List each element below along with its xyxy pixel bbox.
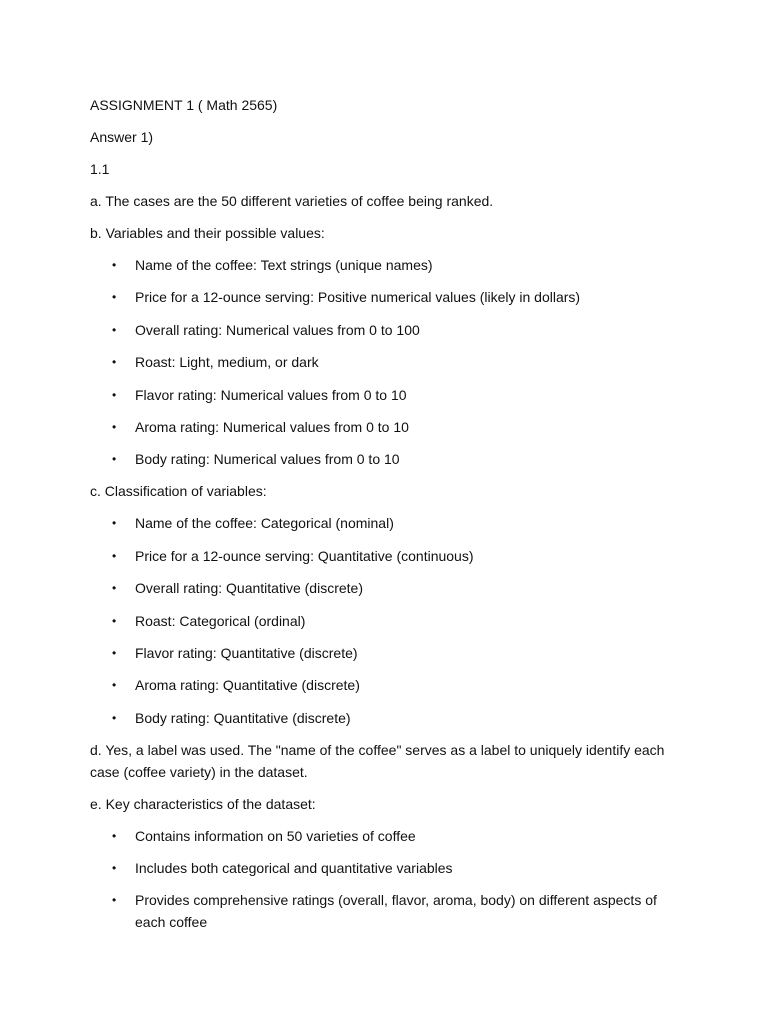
list-item-text: Name of the coffee: Text strings (unique names)	[135, 257, 433, 273]
bullet-icon: •	[112, 387, 117, 402]
list-item	[90, 825, 690, 847]
list-item-text: Flavor rating: Numerical values from 0 to 10	[135, 386, 407, 403]
bullet-icon: •	[112, 516, 117, 531]
list-item	[90, 857, 690, 879]
list-item	[90, 610, 690, 632]
list-item	[90, 416, 690, 438]
bullet-icon: •	[112, 548, 117, 563]
bullet-icon: •	[112, 678, 117, 693]
list-item	[90, 254, 690, 276]
part-a-text: a. The cases are the 50 different varieties of coffee being ranked.	[90, 193, 494, 209]
list-item-text: Contains information on 50 varieties of coffee	[135, 827, 416, 844]
list-item	[90, 577, 690, 599]
list-item-text: Body rating: Quantitative (discrete)	[135, 709, 351, 726]
list-item-text: Flavor rating: Quantitative (discrete)	[135, 644, 358, 661]
list-item	[90, 889, 690, 933]
list-item	[90, 384, 690, 406]
list-item-text: Overall rating: Numerical values from 0 to 100	[135, 321, 420, 338]
bullet-icon: •	[112, 322, 117, 337]
bullet-icon: •	[112, 828, 117, 843]
bullet-icon: •	[112, 581, 117, 596]
bullet-icon: •	[112, 893, 117, 908]
document-title: ASSIGNMENT 1 ( Math 2565)	[90, 97, 278, 113]
bullet-icon: •	[112, 355, 117, 370]
list-item	[90, 707, 690, 729]
bullet-icon: •	[112, 290, 117, 305]
list-item-text: Overall rating: Quantitative (discrete)	[135, 580, 363, 597]
bullet-icon: •	[112, 258, 117, 272]
bullet-icon: •	[112, 613, 117, 628]
list-item-text: Name of the coffee: Categorical (nominal)	[135, 515, 394, 532]
list-item-text: Aroma rating: Numerical values from 0 to 10	[135, 418, 409, 435]
part-d-text: d. Yes, a label was used. The "name of the coffee" serves as a label to uniquely identify each case (coffee variety) in the dataset.	[90, 741, 665, 780]
list-item-text: Body rating: Numerical values from 0 to 10	[135, 451, 400, 468]
part-c-list	[90, 512, 690, 728]
part-b-heading: b. Variables and their possible values:	[90, 225, 325, 241]
bullet-icon: •	[112, 710, 117, 725]
list-item-text: Roast: Categorical (ordinal)	[135, 612, 306, 629]
bullet-icon: •	[112, 452, 117, 467]
part-e-heading: e. Key characteristics of the dataset:	[90, 795, 316, 812]
part-c-heading: c. Classification of variables:	[90, 483, 267, 500]
bullet-icon: •	[112, 419, 117, 434]
list-item	[90, 512, 690, 534]
bullet-icon: •	[112, 861, 117, 876]
list-item	[90, 545, 690, 567]
list-item	[90, 642, 690, 664]
list-item-text: Aroma rating: Quantitative (discrete)	[135, 677, 360, 694]
list-item	[90, 319, 690, 341]
list-item-text: Price for a 12-ounce serving: Positive numerical values (likely in dollars)	[135, 289, 581, 306]
list-item	[90, 351, 690, 373]
bullet-icon: •	[112, 645, 117, 660]
list-item-text: Provides comprehensive ratings (overall, flavor, aroma, body) on different aspects of each coffee	[135, 892, 657, 931]
answer-heading: Answer 1)	[90, 129, 154, 145]
list-item	[90, 448, 690, 470]
document-page	[90, 94, 690, 943]
list-item-text: Roast: Light, medium, or dark	[135, 354, 319, 371]
part-e-list	[90, 825, 690, 934]
list-item	[90, 674, 690, 696]
list-item-text: Price for a 12-ounce serving: Quantitative (continuous)	[135, 547, 474, 564]
section-number: 1.1	[90, 161, 110, 177]
list-item-text: Includes both categorical and quantitative variables	[135, 860, 453, 877]
list-item	[90, 286, 690, 308]
part-b-list	[90, 254, 690, 470]
